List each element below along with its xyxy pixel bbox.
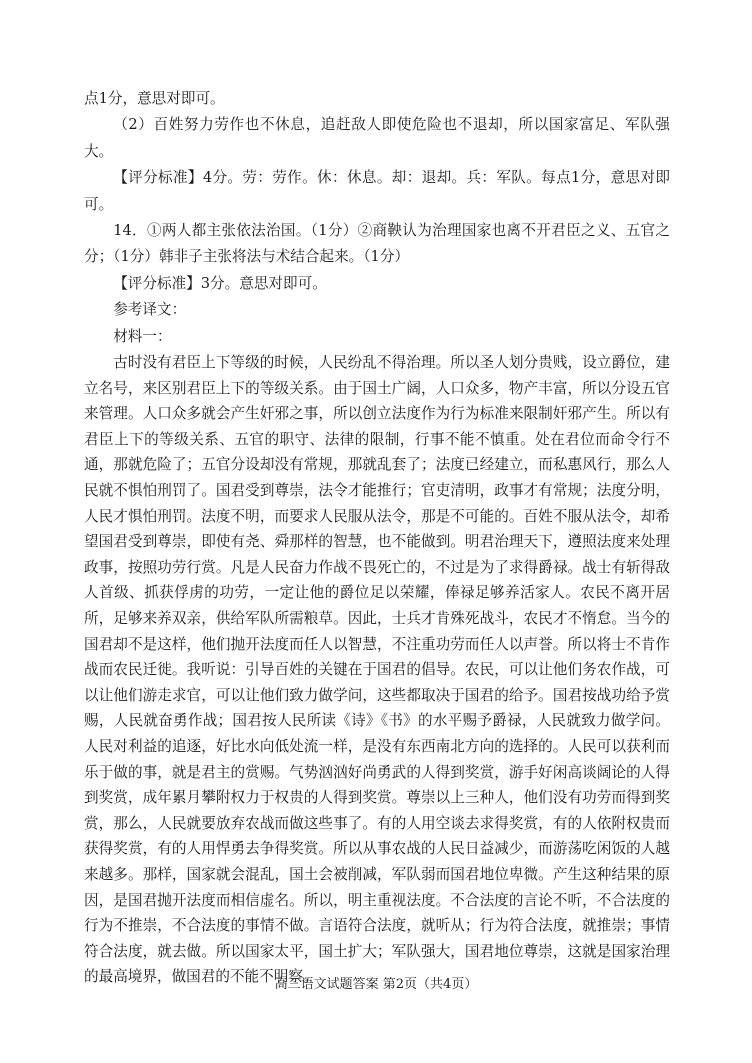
answer-line-1: 点1分，意思对即可。 (84, 90, 225, 107)
page-footer: 高三语文试题答案 第2页（共4页） (274, 977, 478, 992)
answer-content (84, 86, 670, 990)
translation-paragraph: 古时没有君臣上下等级的时候，人民纷乱不得治理。所以圣人划分贵贱，设立爵位，建立名号，来区别君臣上下的等级关系。由于国土广阔，人口众多，物产丰富，所以分设五官来管理。人口众多就会产生奸邪之事，所以创立法度作为行为标准来限制奸邪产生。所以有君臣上下的等级关系、五官的职守、法律的限制，行事不能不慎重。处在君位而命令行不通，那就危险了；五官分设却没有常规，那就乱套了；法度已经建立，而私惠风行，那么人民就不惧怕刑罚了。国君受到尊崇，法令才能推行；官吏清明，政事才有常规；法度分明，人民才惧怕刑罚。法度不明，而要求人民服从法令，那是不可能的。百姓不服从法令，却希望国君受到尊崇，即使有尧、舜那样的智慧，也不能做到。明君治理天下，遵照法度来处理政事，按照功劳行赏。凡是人民奋力作战不畏死亡的，不过是为了求得爵禄。战士有斩得敌人首级、抓获俘虏的功劳，一定让他的爵位足以荣耀，俸禄足够养活家人。农民不离开居所，足够来养双亲，供给军队所需粮草。因此，士兵才肯殊死战斗，农民才不惰怠。当今的国君却不是这样，他们抛开法度而任人以智慧，不注重功劳而任人以声誉。所以将士不肯作战而农民迁徙。我听说：引导百姓的关键在于国君的倡导。农民，可以让他们务农作战，可以让他们游走求官，可以让他们致力做学问，这些都取决于国君的给予。国君按战功给予赏赐，人民就奋勇作战；国君按人民所读《诗》《书》的水平赐予爵禄，人民就致力做学问。人民对利益的追逐，好比水向低处流一样，是没有东西南北方向的选择的。人民可以获利而乐于做的事，就是君主的赏赐。气势汹汹好尚勇武的人得到奖赏，游手好闲高谈阔论的人得到奖赏，成年累月攀附权力于权贵的人得到奖赏。尊崇以上三种人，他们没有功劳而得到奖赏，那么，人民就要放弃农战而做这些事了。有的人用空谈去求得奖赏，有的人依附权贵而获得奖赏，有的人用悍勇去争得奖赏。所以从事农战的人民日益减少，而游荡吃闲饭的人越来越多。那样，国家就会混乱，国土会被削减，军队弱而国君地位卑微。产生这种结果的原因，是国君抛开法度而相信虚名。所以，明主重视法度。不合法度的言论不听，不合法度的行为不推崇，不合法度的事情不做。言语符合法度，就听从；行为符合法度，就推崇；事情符合法度，就去做。所以国家太平，国土扩大；军队强大，国君地位尊崇，这就是国家治理的最高境界，做国君的不能不明察。 (84, 354, 670, 986)
reference-translation-heading: 参考译文： (113, 301, 187, 319)
scoring-criteria-14: 【评分标准】3分。意思对即可。 (113, 274, 327, 292)
answer-q13-2: （2）百姓努力劳作也不休息，追赶敌人即使危险也不退却，所以国家富足、军队强大。 (84, 116, 670, 160)
material-one-heading: 材料一： (113, 327, 172, 345)
answer-q14: 14．①两人都主张依法治国。（1分）②商鞅认为治理国家也离不开君臣之义、五官之分；（1分）韩非子主张将法与术结合起来。（1分） (84, 222, 670, 266)
scoring-criteria-13-2: 【评分标准】4分。劳：劳作。休：休息。却：退却。兵：军队。每点1分，意思对即可。 (84, 169, 670, 213)
